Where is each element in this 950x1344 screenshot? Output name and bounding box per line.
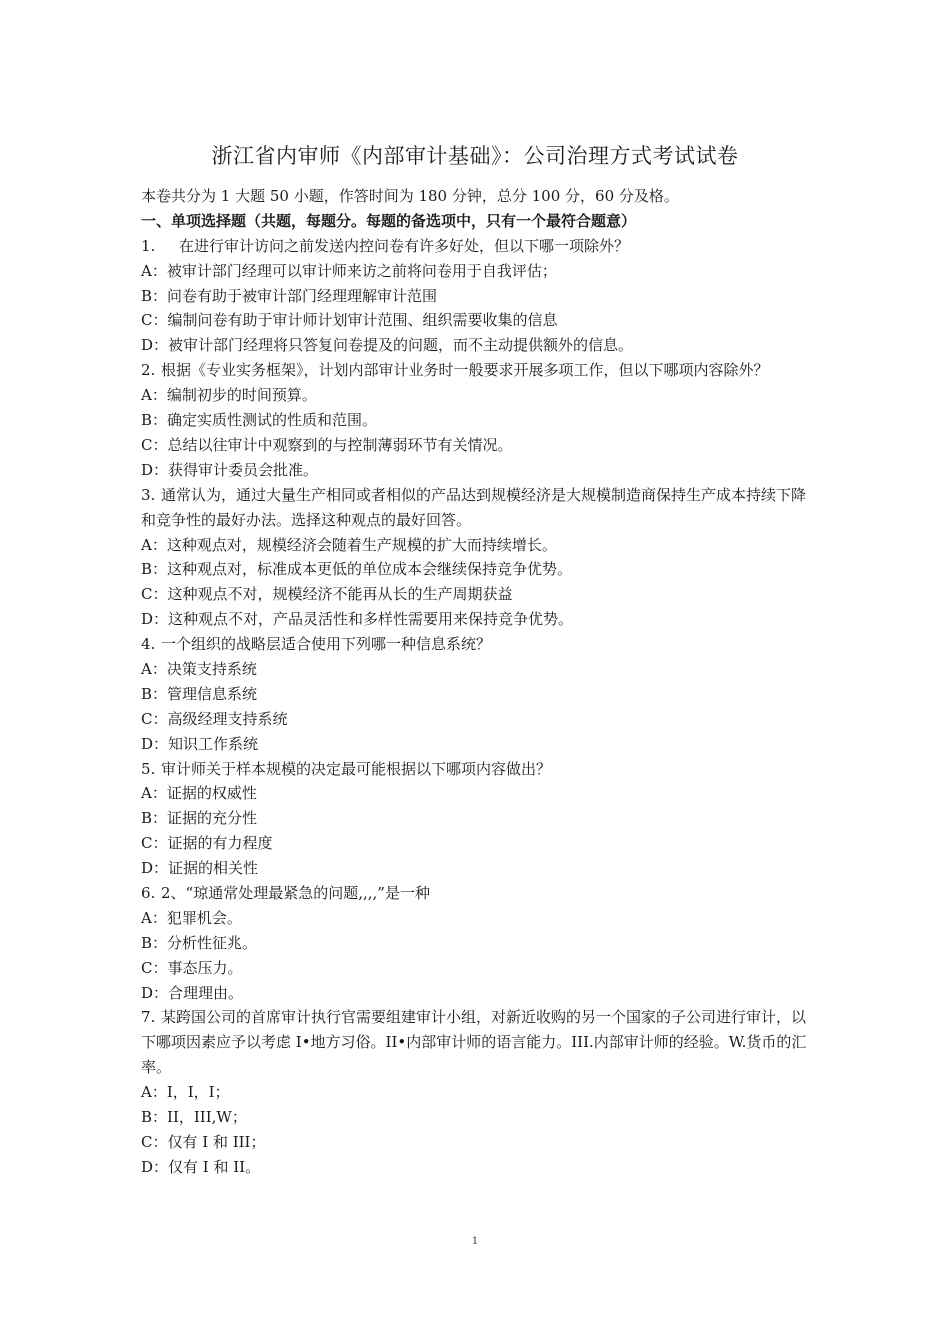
option-3d: D：这种观点不对，产品灵活性和多样性需要用来保持竞争优势。 (141, 610, 574, 629)
question-2 (141, 358, 811, 383)
option-6b: B：分析性征兆。 (141, 933, 258, 952)
question-number: 4. (141, 635, 156, 654)
option-6d: D：合理理由。 (141, 983, 244, 1002)
option-6a: A：犯罪机会。 (141, 908, 242, 927)
question-text: 通常认为，通过大量生产相同或者相似的产品达到规模经济是大规模制造商保持生产成本持续下降和竞争性的最好办法。选择这种观点的最好回答。 (141, 485, 807, 529)
section-heading: 一、单项选择题（共题，每题分。每题的备选项中，只有一个最符合题意） (141, 211, 637, 230)
option-3a: A：这种观点对，规模经济会随着生产规模的扩大而持续增长。 (141, 535, 557, 554)
option-2d: D：获得审计委员会批准。 (141, 460, 319, 479)
option-2a: A：编制初步的时间预算。 (141, 386, 317, 405)
option-1c: C：编制问卷有助于审计师计划审计范围、组织需要收集的信息 (141, 311, 558, 330)
question-text: 根据《专业实务框架》，计划内部审计业务时一般要求开展多项工作，但以下哪项内容除外？ (161, 361, 769, 380)
option-1b: B：问卷有助于被审计部门经理理解审计范围 (141, 286, 438, 305)
question-text: 2、“琼通常处理最紧急的问题,,,,”是一种 (161, 883, 430, 902)
question-number: 7. (141, 1008, 156, 1027)
question-number: 5. (141, 759, 156, 778)
option-1a: A：被审计部门经理可以审计师来访之前将问卷用于自我评估； (141, 261, 557, 280)
option-1d: D：被审计部门经理将只答复问卷提及的问题，而不主动提供额外的信息。 (141, 336, 634, 355)
option-4c: C：高级经理支持系统 (141, 709, 288, 728)
question-text: 一个组织的战略层适合使用下列哪一种信息系统？ (161, 635, 492, 654)
question-3 (141, 483, 811, 533)
option-4b: B：管理信息系统 (141, 684, 258, 703)
option-5a: A：证据的权威性 (141, 784, 257, 803)
question-1 (141, 234, 811, 259)
option-4d: D：知识工作系统 (141, 734, 259, 753)
question-5 (141, 757, 811, 782)
question-number: 1. (141, 236, 156, 255)
question-text: 审计师关于样本规模的决定最可能根据以下哪项内容做出？ (161, 759, 552, 778)
question-7 (141, 1005, 811, 1080)
question-text: 在进行审计访问之前发送内控问卷有许多好处，但以下哪一项除外？ (179, 236, 630, 255)
option-7c: C：仅有 I 和 III； (141, 1132, 266, 1151)
option-2b: B：确定实质性测试的性质和范围。 (141, 411, 378, 430)
question-text: 某跨国公司的首席审计执行官需要组建审计小组，对新近收购的另一个国家的子公司进行审计，以下哪项因素应予以考虑 I•地方习俗。II•内部审计师的语言能力。III.内部审计师的经验。W.货币的汇率。 (141, 1008, 807, 1077)
question-4 (141, 632, 811, 657)
option-4a: A：决策支持系统 (141, 659, 257, 678)
option-3c: C：这种观点不对，规模经济不能再从长的生产周期获益 (141, 585, 513, 604)
question-number: 2. (141, 361, 156, 380)
option-5d: D：证据的相关性 (141, 859, 259, 878)
question-6 (141, 881, 811, 906)
option-7a: A：I，I，I； (141, 1083, 230, 1102)
document-title: 浙江省内审师《内部审计基础》：公司治理方式考试试卷 (211, 144, 739, 168)
page-number: 1 (471, 1236, 479, 1247)
question-number: 6. (141, 883, 156, 902)
option-5b: B：证据的充分性 (141, 809, 258, 828)
option-6c: C：事态压力。 (141, 958, 243, 977)
question-number: 3. (141, 485, 156, 504)
option-3b: B：这种观点对，标准成本更低的单位成本会继续保持竞争优势。 (141, 560, 573, 579)
option-7d: D：仅有 I 和 II。 (141, 1157, 261, 1176)
document-body (141, 184, 811, 1180)
option-5c: C：证据的有力程度 (141, 834, 273, 853)
option-2c: C：总结以往审计中观察到的与控制薄弱环节有关情况。 (141, 435, 513, 454)
option-7b: B：II，III,W； (141, 1108, 247, 1127)
intro-text: 本卷共分为 1 大题 50 小题，作答时间为 180 分钟，总分 100 分，60 分及格。 (141, 187, 679, 205)
